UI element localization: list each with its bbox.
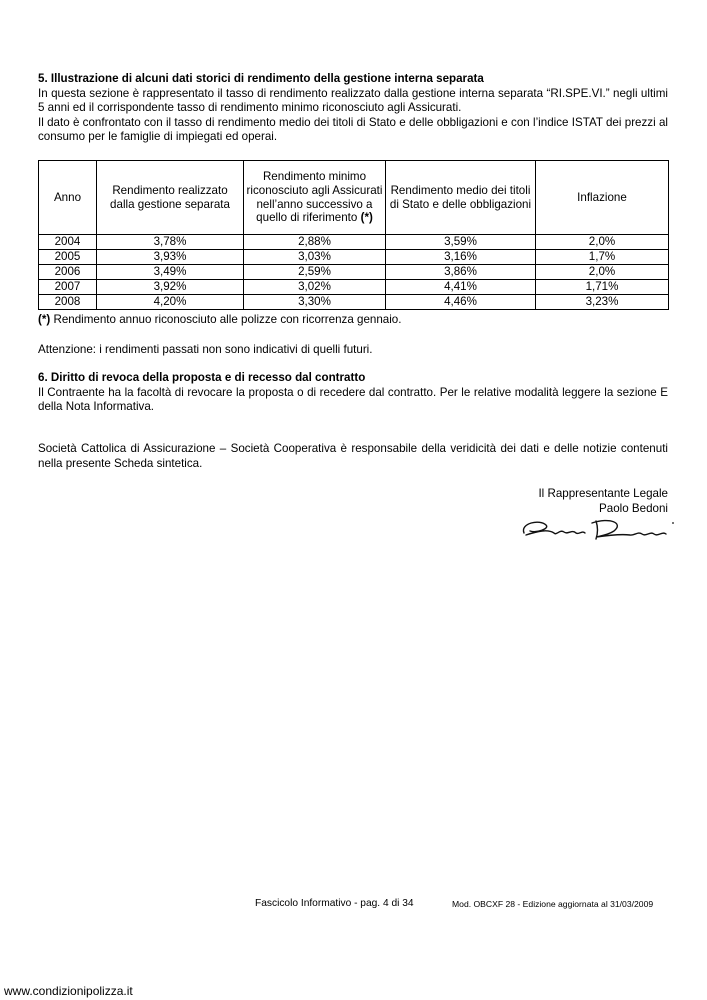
cell-inflazione: 3,23%: [536, 295, 669, 310]
cell-medio: 3,16%: [386, 250, 536, 265]
table-header-row: [39, 161, 669, 235]
section-6: [38, 371, 668, 415]
cell-inflazione: 1,71%: [536, 280, 669, 295]
footnote-mark: (*): [38, 313, 51, 326]
cell-year: 2004: [39, 235, 97, 250]
table-row: [39, 265, 669, 280]
site-watermark: www.condizionipolizza.it: [4, 984, 133, 998]
cell-year: 2006: [39, 265, 97, 280]
table-footnote: [38, 313, 668, 328]
cell-minimo: 2,59%: [244, 265, 386, 280]
returns-table: [38, 160, 669, 310]
cell-inflazione: 2,0%: [536, 265, 669, 280]
header-rendimento-medio: Rendimento medio dei titoli di Stato e delle obbligazioni: [386, 161, 536, 235]
section-6-paragraph: Il Contraente ha la facoltà di revocare la proposta o di recedere dal contratto. Per le relative modalità leggere la sezione E della Nota Informativa.: [38, 385, 668, 414]
cell-realizzato: 3,49%: [97, 265, 244, 280]
cell-medio: 3,86%: [386, 265, 536, 280]
signatory-name: Paolo Bedoni: [599, 501, 668, 515]
cell-realizzato: 3,93%: [97, 250, 244, 265]
cell-minimo: 2,88%: [244, 235, 386, 250]
footer-page-info: Fascicolo Informativo - pag. 4 di 34: [255, 898, 414, 909]
responsibility-statement: [38, 442, 668, 471]
section-6-heading: 6. Diritto di revoca della proposta e di recesso dal contratto: [38, 371, 366, 384]
cell-minimo: 3,30%: [244, 295, 386, 310]
section-5: [38, 72, 668, 145]
section-5-paragraph-2: Il dato è confrontato con il tasso di rendimento medio dei titoli di Stato e delle obbligazioni e con l’indice ISTAT dei prezzi al consumo per le famiglie di impiegati ed operai.: [38, 115, 668, 144]
cell-year: 2008: [39, 295, 97, 310]
cell-realizzato: 3,92%: [97, 280, 244, 295]
header-anno: Anno: [39, 161, 97, 235]
table-row: [39, 295, 669, 310]
cell-minimo: 3,03%: [244, 250, 386, 265]
cell-realizzato: 3,78%: [97, 235, 244, 250]
section-5-paragraph-1: In questa sezione è rappresentato il tasso di rendimento realizzato dalla gestione interna separata “RI.SPE.VI.” negli ultimi 5 anni ed il corrispondente tasso di rendimento minimo riconosciuto agli Assicurati.: [38, 86, 668, 115]
cell-medio: 3,59%: [386, 235, 536, 250]
cell-realizzato: 4,20%: [97, 295, 244, 310]
cell-year: 2005: [39, 250, 97, 265]
table-row: [39, 235, 669, 250]
header-rendimento-minimo-label: Rendimento minimo riconosciuto agli Assicurati nell’anno successivo a quello di riferimento: [246, 170, 383, 225]
cell-inflazione: 1,7%: [536, 250, 669, 265]
footnote-text: Rendimento annuo riconosciuto alle polizze con ricorrenza gennaio.: [50, 313, 402, 326]
signatory-role: Il Rappresentante Legale: [538, 487, 668, 500]
cell-minimo: 3,02%: [244, 280, 386, 295]
cell-medio: 4,46%: [386, 295, 536, 310]
header-footnote-mark: (*): [360, 211, 373, 225]
header-inflazione: Inflazione: [536, 161, 669, 235]
responsibility-text: Società Cattolica di Assicurazione – Società Cooperativa è responsabile della veridicità dei dati e delle notizie contenuti nella presente Scheda sintetica.: [38, 442, 668, 470]
cell-inflazione: 2,0%: [536, 235, 669, 250]
attention-text: Attenzione: i rendimenti passati non sono indicativi di quelli futuri.: [38, 343, 373, 356]
handwritten-signature: [518, 515, 678, 541]
cell-medio: 4,41%: [386, 280, 536, 295]
header-rendimento-minimo: [244, 161, 386, 235]
attention-note: [38, 343, 668, 358]
section-5-heading: 5. Illustrazione di alcuni dati storici di rendimento della gestione interna separata: [38, 72, 484, 85]
footer-mod-info: Mod. OBCXF 28 - Edizione aggiornata al 31/03/2009: [452, 899, 654, 909]
table-row: [39, 250, 669, 265]
signatory-block: [430, 487, 668, 516]
cell-year: 2007: [39, 280, 97, 295]
table-row: [39, 280, 669, 295]
header-rendimento-realizzato: Rendimento realizzato dalla gestione separata: [97, 161, 244, 235]
